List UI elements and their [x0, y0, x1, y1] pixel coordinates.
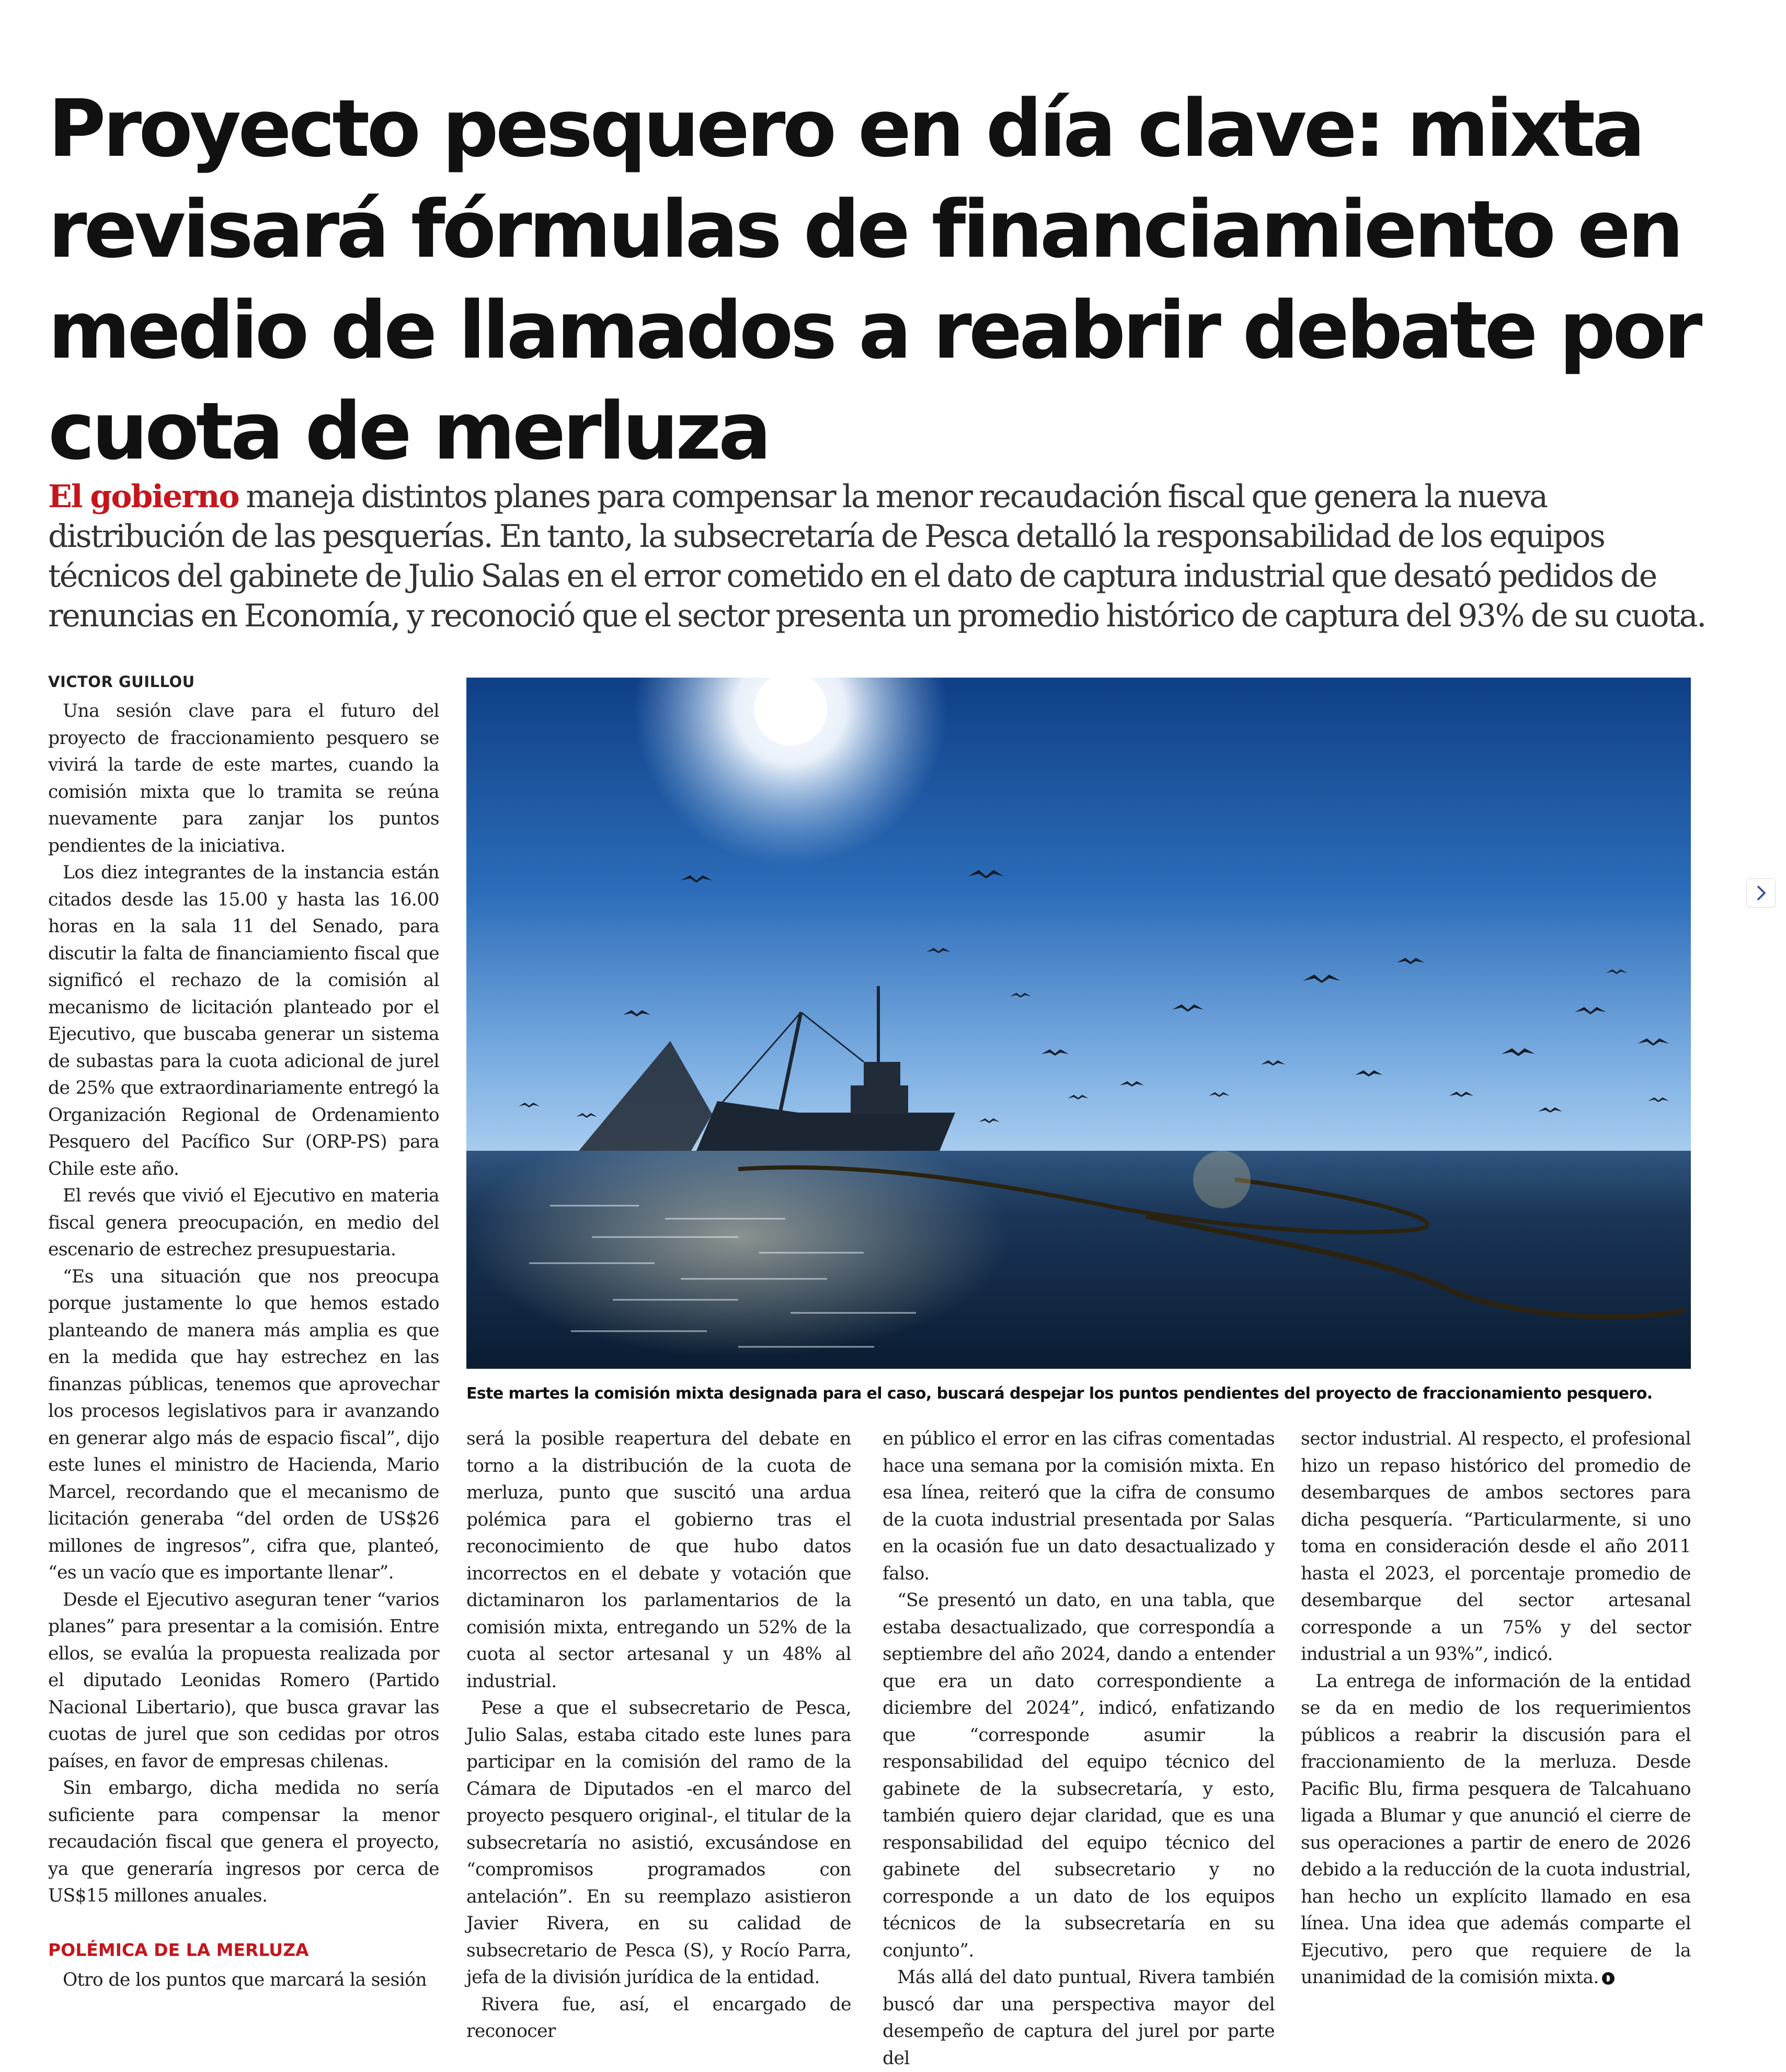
paragraph: Desde el Ejecutivo aseguran tener “varios planes” para presentar a la comisión. Entre ellos, se evalúa la propuesta realizada por el diputado Leonidas Romero (Partido Nacional Libertario), que busca gravar las cuotas de jurel que son cedidas por otros países, en favor de empresas chilenas. — [48, 1589, 439, 1772]
fishing-boat-photo — [466, 678, 1691, 1369]
body-column-1-continued — [48, 1967, 439, 1994]
body-column-3 — [883, 1426, 1275, 2072]
paragraph — [1301, 1668, 1691, 1991]
paragraph: sector industrial. Al respecto, el profesional hizo un repaso histórico del promedio de desembarques de ambos sectores para dicha pesquería. “Particularmente, si uno toma en consideración desde el año 2011 hasta el 2023, el porcentaje promedio de desembarque del sector artesanal corresponde a un 75% y del sector industrial a un 93%”, indicó. — [1301, 1428, 1691, 1665]
body-column-1 — [48, 698, 439, 1910]
paragraph: Rivera fue, así, el encargado de reconocer — [466, 1994, 851, 2042]
paragraph: Pese a que el subsecretario de Pesca, Julio Salas, estaba citado este lunes para participar en la comisión del ramo de la Cámara de Diputados -en el marco del proyecto pesquero original-, el titular de la subsecretaría no asistió, excusándose en “compromisos programados con antelación”. En su reemplazo asistieron Javier Rivera, en su calidad de subsecretario de Pesca (S), y Rocío Parra, jefa de la división jurídica de la entidad. — [466, 1698, 851, 1988]
paragraph: El revés que vivió el Ejecutivo en materia fiscal genera preocupación, en medio del escenario de estrechez presupuestaria. — [48, 1185, 439, 1260]
paragraph: Una sesión clave para el futuro del proyecto de fraccionamiento pesquero se vivirá la tarde de este martes, cuando la comisión mixta que lo tramita se reúna nuevamente para zanjar los puntos pendientes de la iniciativa. — [48, 701, 439, 856]
headline: Proyecto pesquero en día clave: mixta revisará fórmulas de financiamiento en medio de llamados a reabrir debate por cuota de merluza — [48, 83, 1700, 477]
paragraph: Los diez integrantes de la instancia están citados desde las 15.00 y hasta las 16.00 horas en la sala 11 del Senado, para discutir la falta de financiamiento fiscal que significó el rechazo de la comisión al mecanismo de licitación planteado por el Ejecutivo, que buscaba generar un sistema de subastas para la cuota adicional de jurel de 25% que extraordinariamente entregó la Organización Regional de Ordenamiento Pesquero del Pacífico Sur (ORP-PS) para Chile este año. — [48, 862, 439, 1180]
paragraph: Más allá del dato puntual, Rivera también buscó dar una perspectiva mayor del desempeño de captura del jurel por parte del — [883, 1967, 1275, 2069]
paragraph: “Se presentó un dato, en una tabla, que estaba desactualizado, que correspondía a septiembre del año 2024, dando a entender que era un dato correspondiente a diciembre del 2024”, indicó, enfatizando que “corresponde asumir la responsabilidad del equipo técnico del gabinete de la subsecretaría, y esto, también quiero dejar claridad, que es una responsabilidad del equipo técnico del gabinete del subsecretario y no corresponde a un dato de los equipos técnicos de la subsecretaría en su conjunto”. — [883, 1590, 1275, 1961]
paragraph-text: La entrega de información de la entidad se da en medio de los requerimientos públicos a reabrir la discusión para el fraccionamiento de la merluza. Desde Pacific Blu, firma pesquera de Talcahuano ligada a Blumar y que anunció el cierre de sus operaciones a partir de enero de 2026 debido a la reducción de la cuota industrial, han hecho un explícito llamado en esa línea. Una idea que además comparte el Ejecutivo, pero que requiere de la unanimidad de la comisión mixta. — [1301, 1670, 1691, 1988]
next-page-button[interactable] — [1746, 878, 1776, 908]
paragraph: Sin embargo, dicha medida no sería suficiente para compensar la menor recaudación fiscal que genera el proyecto, ya que generaría ingresos por cerca de US$15 millones anuales. — [48, 1778, 439, 1906]
article-photo — [466, 678, 1691, 1369]
lead-paragraph — [48, 477, 1721, 636]
body-column-2 — [466, 1426, 851, 2045]
lead-kicker: El gobierno — [48, 478, 239, 515]
lead-text: maneja distintos planes para compensar la menor recaudación fiscal que genera la nueva distribución de las pesquerías. En tanto, la subsecretaría de Pesca detalló la responsabilidad de los equipos técnicos del gabinete de Julio Salas en el error cometido en el dato de captura industrial que desató pedidos de renuncias en Economía, y reconoció que el sector presenta un promedio histórico de captura del 93% de su cuota. — [48, 478, 1705, 634]
paragraph: Otro de los puntos que marcará la sesión — [63, 1970, 427, 1990]
byline: VICTOR GUILLOU — [48, 673, 195, 691]
paragraph: será la posible reapertura del debate en torno a la distribución de la cuota de merluza, punto que suscitó una ardua polémica para el gobierno tras el reconocimiento de que hubo datos incorrectos en el debate y votación que dictaminaron los parlamentarios de la comisión mixta, entregando un 52% de la cuota al sector artesanal y un 48% al industrial. — [466, 1428, 851, 1692]
paragraph: en público el error en las cifras comentadas hace una semana por la comisión mixta. En esa línea, reiteró que la cifra de consumo de la cuota industrial presentada por Salas en la ocasión fue un dato desactualizado y falso. — [883, 1428, 1275, 1584]
paragraph: “Es una situación que nos preocupa porque justamente lo que hemos estado planteando de manera más amplia es que en la medida que hay estrechez en las finanzas públicas, tenemos que aprovechar los procesos legislativos para ir avanzando en generar algo más de espacio fiscal”, dijo este lunes el ministro de Hacienda, Mario Marcel, recordando que el mecanismo de licitación generaba “del orden de US$26 millones de ingresos”, cifra que, planteó, “es un vacío que es importante llenar”. — [48, 1266, 439, 1583]
photo-caption: Este martes la comisión mixta designada para el caso, buscará despejar los puntos pendientes del proyecto de fraccionamiento pesquero. — [466, 1384, 1653, 1403]
body-column-4 — [1301, 1426, 1691, 1991]
chevron-right-icon — [1747, 879, 1775, 907]
end-of-article-icon — [1602, 1972, 1615, 1985]
section-subhead: POLÉMICA DE LA MERLUZA — [48, 1940, 309, 1960]
